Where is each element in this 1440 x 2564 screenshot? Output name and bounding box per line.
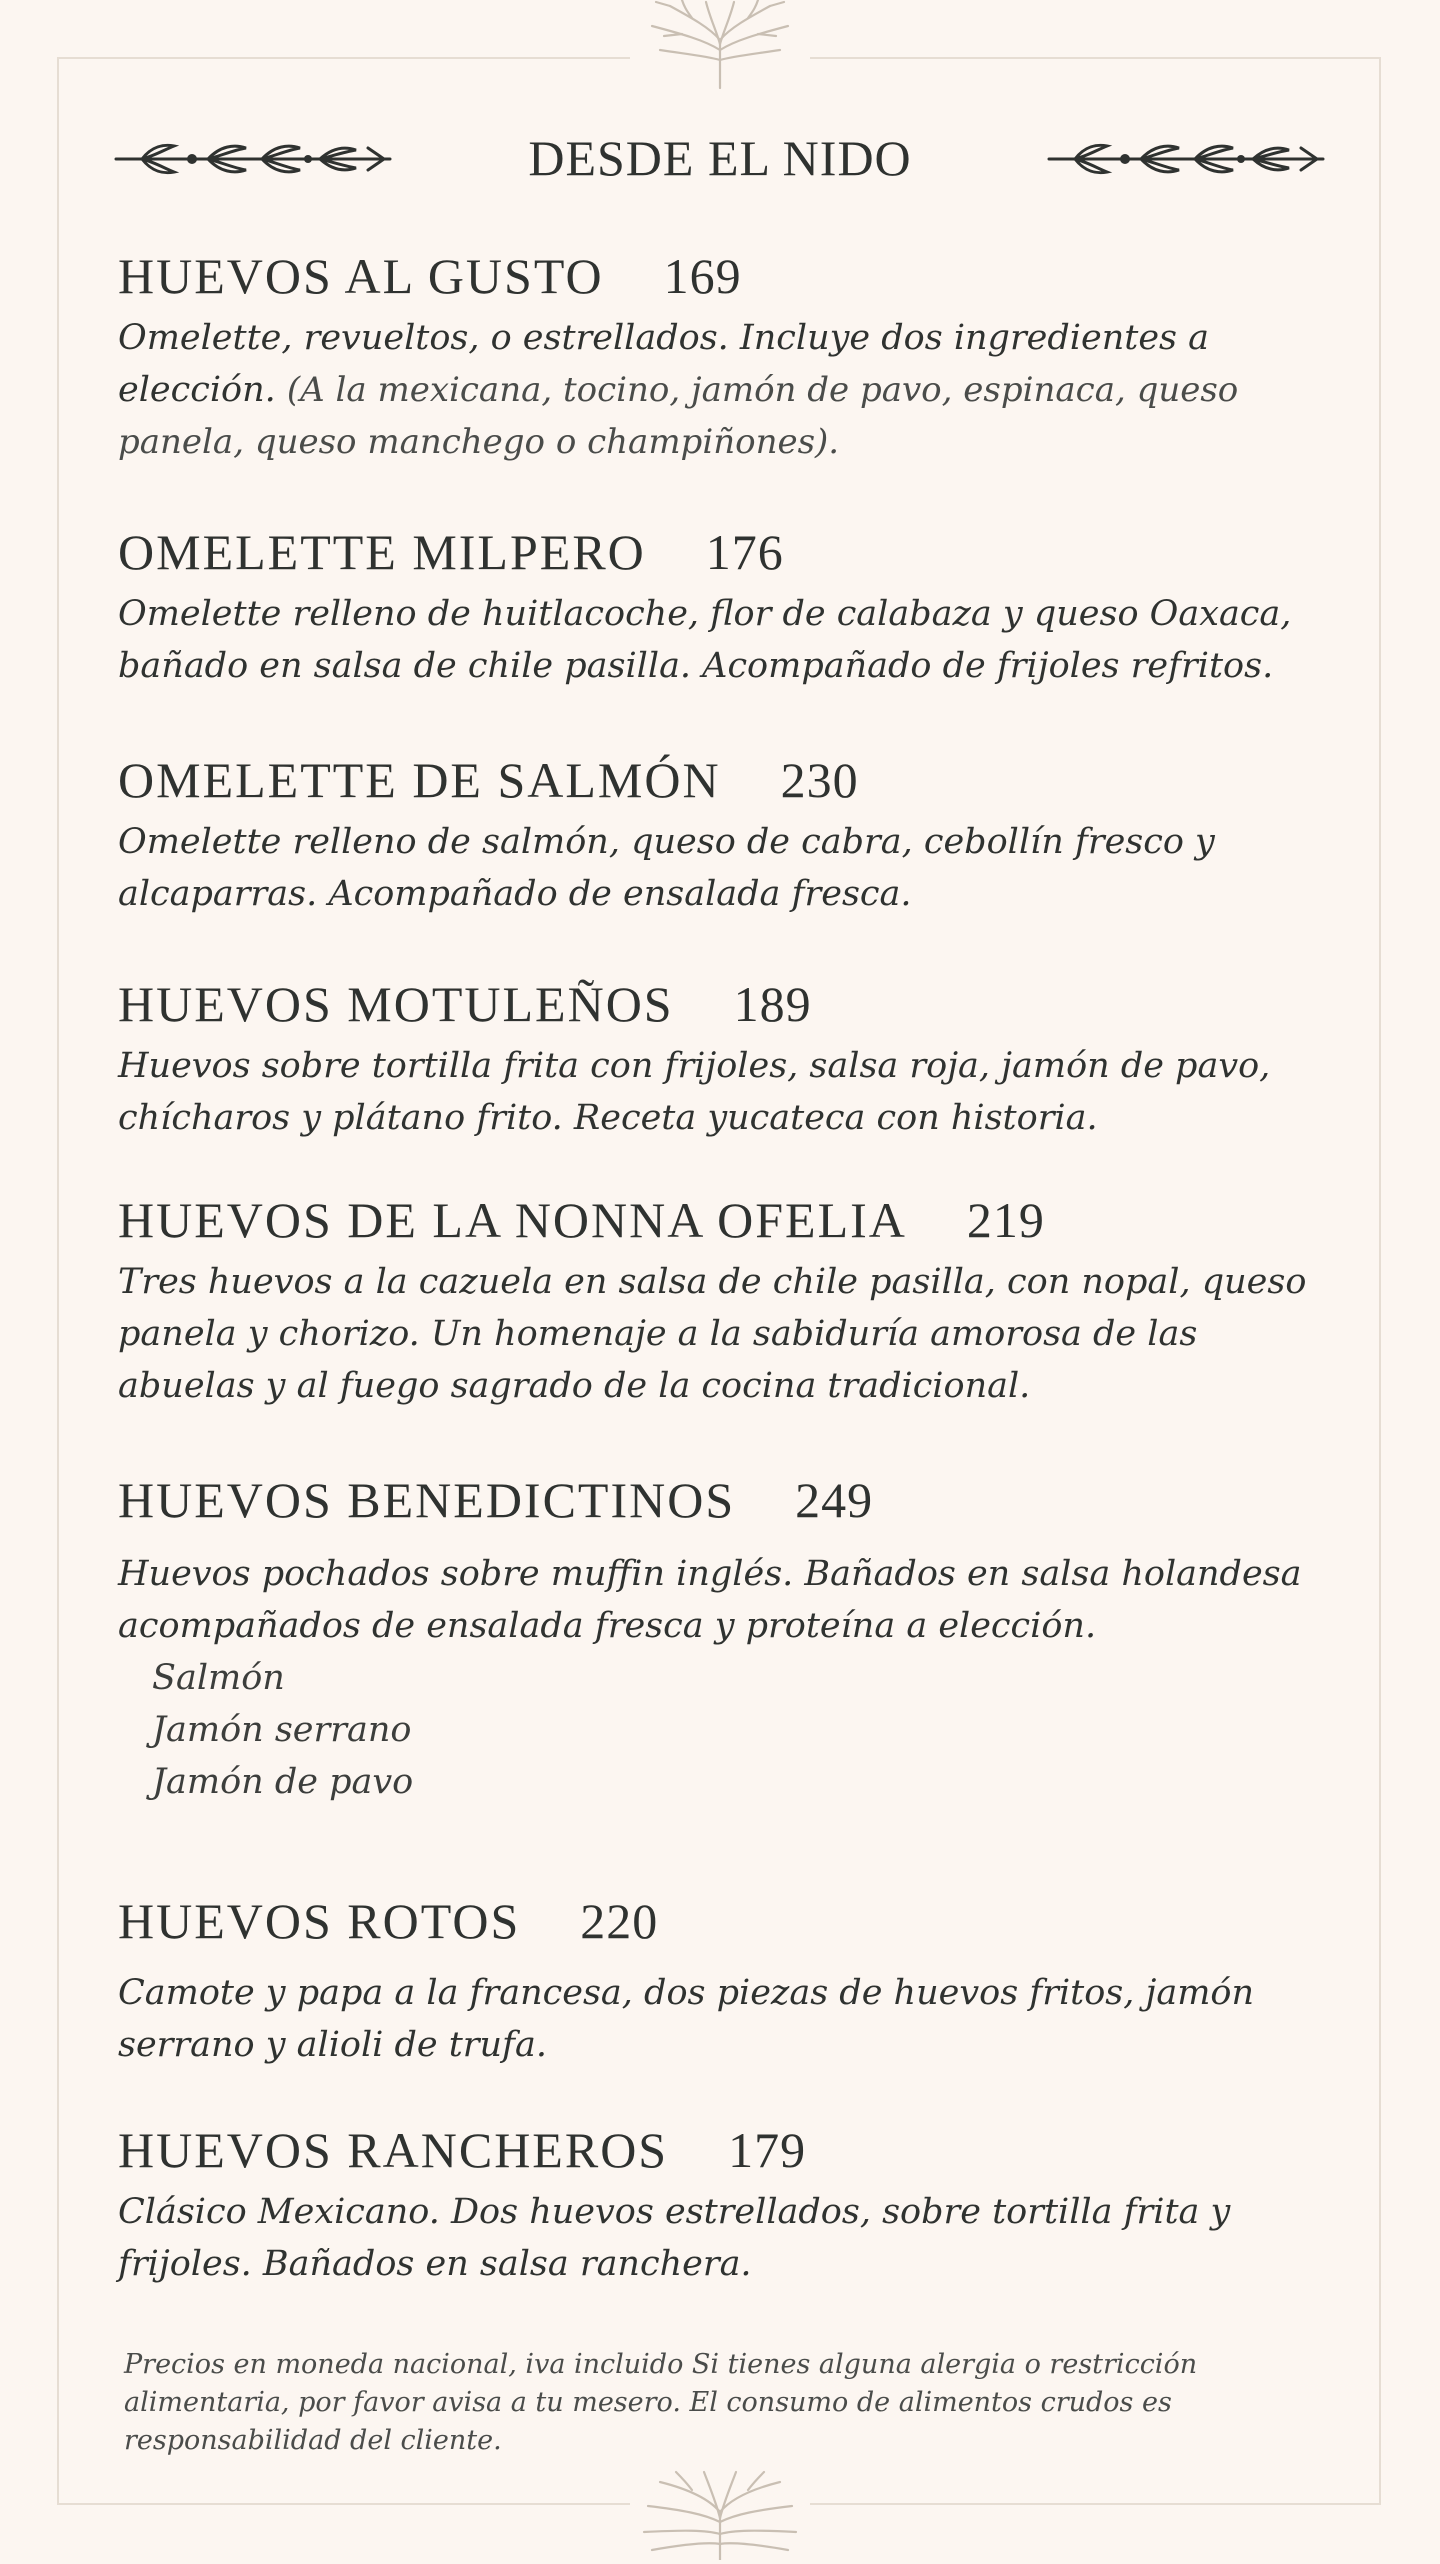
item-price: 249	[795, 1472, 874, 1528]
menu-item	[118, 750, 1328, 920]
item-heading	[118, 522, 1328, 582]
item-name: OMELETTE DE SALMÓN	[118, 752, 721, 808]
item-heading	[118, 1470, 1328, 1530]
item-name: HUEVOS BENEDICTINOS	[118, 1472, 736, 1528]
protein-options-list	[118, 1652, 1328, 1808]
item-description: Omelette relleno de salmón, queso de cabra, cebollín fresco y alcaparras. Acompañado de ensalada fresca.	[118, 822, 1215, 914]
menu-item	[118, 2120, 1328, 2290]
item-description-text: Omelette, revueltos, o estrellados. Incluye dos ingredientes a elección.	[118, 318, 1209, 410]
tree-crown-ornament-bottom	[630, 2460, 810, 2560]
item-name: HUEVOS DE LA NONNA OFELIA	[118, 1192, 907, 1248]
item-heading	[118, 2120, 1328, 2180]
item-heading	[118, 974, 1328, 1034]
item-price: 179	[728, 2122, 807, 2178]
protein-option: Salmón	[152, 1658, 285, 1698]
protein-option: Jamón de pavo	[152, 1762, 414, 1802]
section-header	[0, 128, 1440, 188]
item-description: Clásico Mexicano. Dos huevos estrellados, sobre tortilla frita y frijoles. Bañados en salsa ranchera.	[118, 2192, 1231, 2284]
item-price: 176	[705, 524, 784, 580]
item-name: OMELETTE MILPERO	[118, 524, 646, 580]
item-description: Huevos sobre tortilla frita con frijoles, salsa roja, jamón de pavo, chícharos y plátano frito. Receta yucateca con historia.	[118, 1046, 1271, 1138]
item-name: HUEVOS AL GUSTO	[118, 248, 604, 304]
menu-item	[118, 1470, 1328, 1808]
item-description: Omelette relleno de huitlacoche, flor de calabaza y queso Oaxaca, bañado en salsa de chile pasilla. Acompañado de frijoles refritos.	[118, 594, 1292, 686]
item-description: Huevos pochados sobre muffin inglés. Bañados en salsa holandesa acompañados de ensalada fresca y proteína a elección.	[118, 1554, 1302, 1646]
menu-item	[118, 974, 1328, 1144]
item-price: 230	[780, 752, 859, 808]
footer-note: Precios en moneda nacional, iva incluido Si tienes alguna alergia o restricción alimentaria, por favor avisa a tu mesero. El consumo de alimentos crudos es responsabilidad del cliente.	[124, 2349, 1198, 2456]
item-heading	[118, 246, 1328, 306]
menu-item	[118, 1891, 1328, 2071]
menu-item	[118, 522, 1328, 692]
tree-roots-ornament-top	[630, 0, 810, 92]
item-name: HUEVOS MOTULEÑOS	[118, 976, 674, 1032]
item-price: 220	[580, 1893, 659, 1949]
item-price: 189	[733, 976, 812, 1032]
menu-item	[118, 1190, 1328, 1412]
section-title: DESDE EL NIDO	[528, 130, 912, 186]
menu-item	[118, 246, 1328, 468]
item-description	[118, 312, 1328, 468]
item-heading	[118, 1190, 1328, 1250]
item-price: 169	[663, 248, 742, 304]
laurel-ornament-icon	[1045, 136, 1327, 182]
item-description: Tres huevos a la cazuela en salsa de chile pasilla, con nopal, queso panela y chorizo. Un homenaje a la sabiduría amorosa de las abuelas y al fuego sagrado de la cocina tradicional.	[118, 1262, 1307, 1406]
item-price: 219	[966, 1192, 1045, 1248]
item-description-extra: (A la mexicana, tocino, jamón de pavo, espinaca, queso panela, queso manchego o champiñones).	[118, 370, 1239, 462]
item-description: Camote y papa a la francesa, dos piezas de huevos fritos, jamón serrano y alioli de trufa.	[118, 1973, 1255, 2065]
item-heading	[118, 1891, 1328, 1951]
item-name: HUEVOS ROTOS	[118, 1893, 521, 1949]
protein-option: Jamón serrano	[152, 1710, 412, 1750]
item-heading	[118, 750, 1328, 810]
item-name: HUEVOS RANCHEROS	[118, 2122, 669, 2178]
laurel-ornament-icon	[112, 136, 394, 182]
